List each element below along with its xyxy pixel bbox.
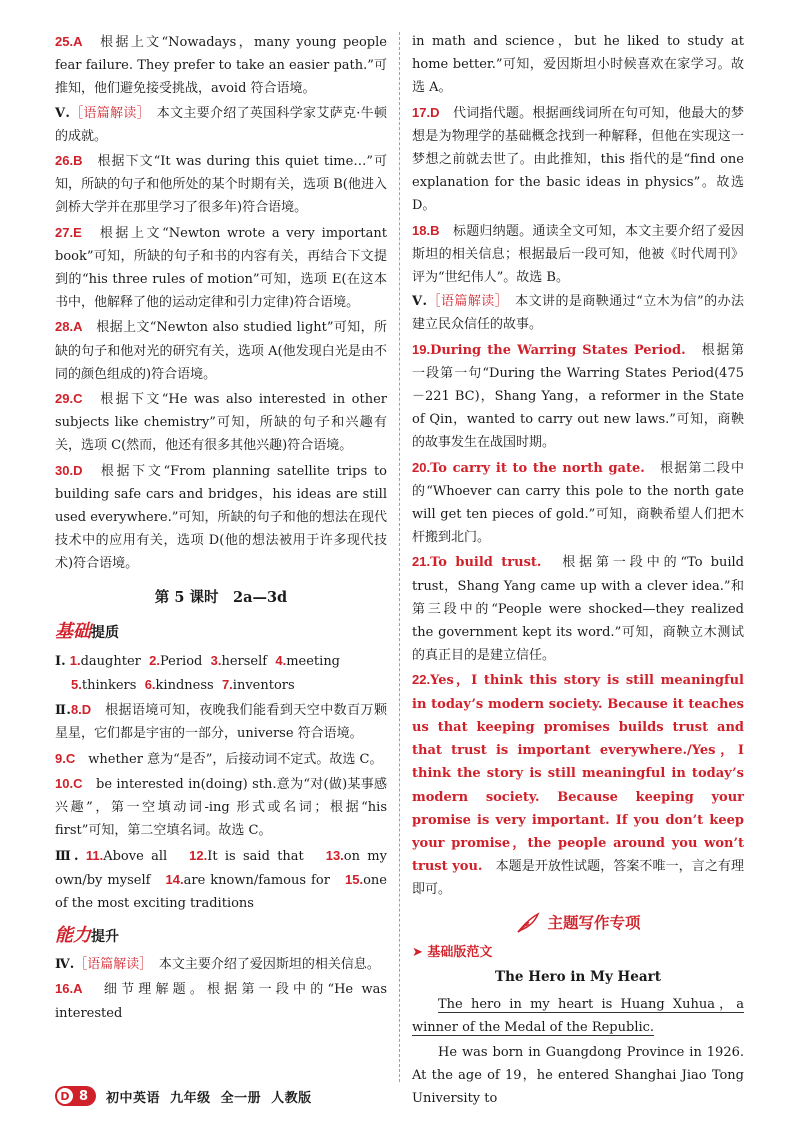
answer-5: 5.thinkers	[71, 677, 137, 694]
answer-29: 29.C 根据下文“He was also interested in other subjects like chemistry”可知，所缺的句子和兴趣有关，选项 C(然而，他还有很多其他兴趣)符合语境。	[55, 391, 387, 454]
essay-title: The Hero in My Heart	[495, 968, 661, 985]
basic-sample-label: ➤ 基础版范文	[412, 944, 493, 960]
answer-6: 6.kindness	[144, 677, 214, 694]
answer-16-continued: in math and science，but he liked to study at home better.”可知，爱因斯坦小时候喜欢在家学习。故选 A。	[412, 34, 744, 96]
left-column	[55, 30, 387, 1026]
answer-20: 20.To carry it to the north gate. 根据第二段中的“Whoever can carry this pole to the north gate will get ten pieces of gold.”可知，商鞅希望人们把木杆搬到北门。	[412, 459, 744, 546]
answer-16: 16.A 细节理解题。根据第一段中的“He was interested	[55, 981, 387, 1021]
section-basic: 基础提质	[55, 620, 119, 642]
passage-iv-intro: Ⅳ.［语篇解读］ 本文主要介绍了爱因斯坦的相关信息。	[55, 957, 380, 973]
answer-8: Ⅱ.8.D 根据语境可知，夜晚我们能看到天空中数百万颗星星，它们都是宇宙的一部分，universe 符合语境。	[55, 702, 387, 742]
answer-25: 25.A 根据上文“Nowadays，many young people fear failure. They prefer to take an easier path.”可推知，他们避免接受挑战，avoid 符合语境。	[55, 34, 387, 97]
answer-3: 3.herself	[210, 652, 268, 669]
answer-18: 18.B 标题归纳题。通读全文可知，本文主要介绍了爱因斯坦的相关信息；根据最后一段可知，他被《时代周刊》评为“世纪伟人”。故选 B。	[412, 222, 744, 286]
page-number: 8	[79, 1088, 89, 1104]
answer-11: 11.Above all	[85, 847, 168, 864]
section-1-answers: Ⅰ. 1.daughter 2.Period 3.herself 4.meeting 5.thinkers 6.kindness 7.inventors	[55, 652, 341, 694]
passage-v-right-intro: Ⅴ.［语篇解读］ 本文讲的是商鞅通过“立木为信”的办法建立民众信任的故事。	[412, 294, 744, 333]
lesson-title: 第 5 课时 2a—3d	[154, 588, 288, 606]
answer-22: 22.Yes，I think this story is still meaningful in today’s modern society. Because it teaches us that keeping promises builds trust and that trust is important everywhere./Yes，I think the story is still meaningful in today’s modern society. Because keeping your promise is very important. If you don’t keep your promise，the people around you won’t trust you. 本题是开放性试题，答案不唯一，言之有理即可。	[412, 672, 744, 898]
answer-1: 1.daughter	[69, 652, 141, 669]
answer-30: 30.D 根据下文“From planning satellite trips to building safe cars and bridges，his ideas are still used everywhere.”可知，所缺的句子和他的想法在现代技术中的应用有关，选项 D(他的想法被用于许多现代技术)符合语境。	[55, 462, 387, 572]
answer-26: 26.B 根据下文“It was during this quiet time…”可知，所缺的句子和他所处的某个时期有关，选项 B(他进入剑桥大学并在那里学习了很多年)符合语境。	[55, 153, 387, 216]
section-3-answers: Ⅲ. 11.Above all 12.It is said that 13.on my own/by myself 14.are known/famous for 15.one of the most exciting traditions	[55, 847, 387, 911]
answer-12: 12.It is said that	[189, 847, 304, 864]
right-column	[412, 30, 744, 1111]
answer-14: 14.are known/famous for	[165, 871, 330, 888]
writing-section-header: 主题写作专项	[412, 912, 744, 935]
answer-15: 15.one of the most exciting traditions	[55, 871, 387, 911]
answer-9: 9.C whether 意为“是否”，后接动词不定式。故选 C。	[55, 750, 383, 767]
answer-21: 21.To build trust. 根据第一段中的“To build trust，Shang Yang came up with a clever idea.”和第三段中的“People were shocked—they realized the government kept its word.”可知，商鞅立木测试的真正目的是建立信任。	[412, 554, 744, 664]
answer-27: 27.E 根据上文“Newton wrote a very important book”可知，所缺的句子和书的内容有关，再结合下文提到的“his three rules of motion”可知，选项 E(在这本书中，他解释了他的运动定律和引力定律)符合语境。	[55, 224, 387, 311]
answer-2: 2.Period	[149, 652, 203, 669]
answer-4: 4.meeting	[275, 652, 341, 669]
column-divider	[399, 32, 400, 1082]
answer-28: 28.A 根据上文“Newton also studied light”可知，所缺的句子和他对光的研究有关，选项 A(他发现白光是由不同的颜色组成的)符合语境。	[55, 319, 387, 382]
page-footer	[55, 1086, 322, 1106]
feather-pen-icon	[515, 912, 541, 934]
answer-17: 17.D 代词指代题。根据画线词所在句可知，他最大的梦想是为物理学的基础概念找到一种解释，但他在实现这一梦想之前就去世了。由此推知，this 指代的是“find one explanation for the basic ideas in physics”。故选 D。	[412, 104, 744, 214]
answer-13: 13.on my own/by myself	[55, 847, 387, 888]
essay-paragraph-2: He was born in Guangdong Province in 1926. At the age of 19，he entered Shanghai Jiao Tong University to	[412, 1044, 744, 1106]
answer-7: 7.inventors	[221, 677, 295, 694]
section-ability: 能力提升	[55, 925, 119, 947]
passage-tag: ［语篇解读］	[69, 105, 144, 121]
answer-10: 10.C be interested in(doing) sth.意为“对(做)某事感兴趣”，第一空填动词-ing 形式或名词；根据“his first”可知，第二空填名词。故选 C。	[55, 775, 387, 839]
passage-v-intro: Ⅴ.［语篇解读］ 本文主要介绍了英国科学家艾萨克·牛顿的成就。	[55, 105, 387, 144]
book-info: 初中英语 九年级 全一册 人教版	[106, 1090, 312, 1106]
answer-19: 19.During the Warring States Period. 根据第一段第一句“During the Warring States Period(475－221 BC)，Shang Yang，a reformer in the State of Qin，wanted to carry out new laws.”可知，商鞅的故事发生在战国时期。	[412, 341, 744, 451]
essay-paragraph-1: The hero in my heart is Huang Xuhua，a winner of the Medal of the Republic.	[412, 997, 744, 1036]
page-badge: D 8	[55, 1086, 96, 1106]
